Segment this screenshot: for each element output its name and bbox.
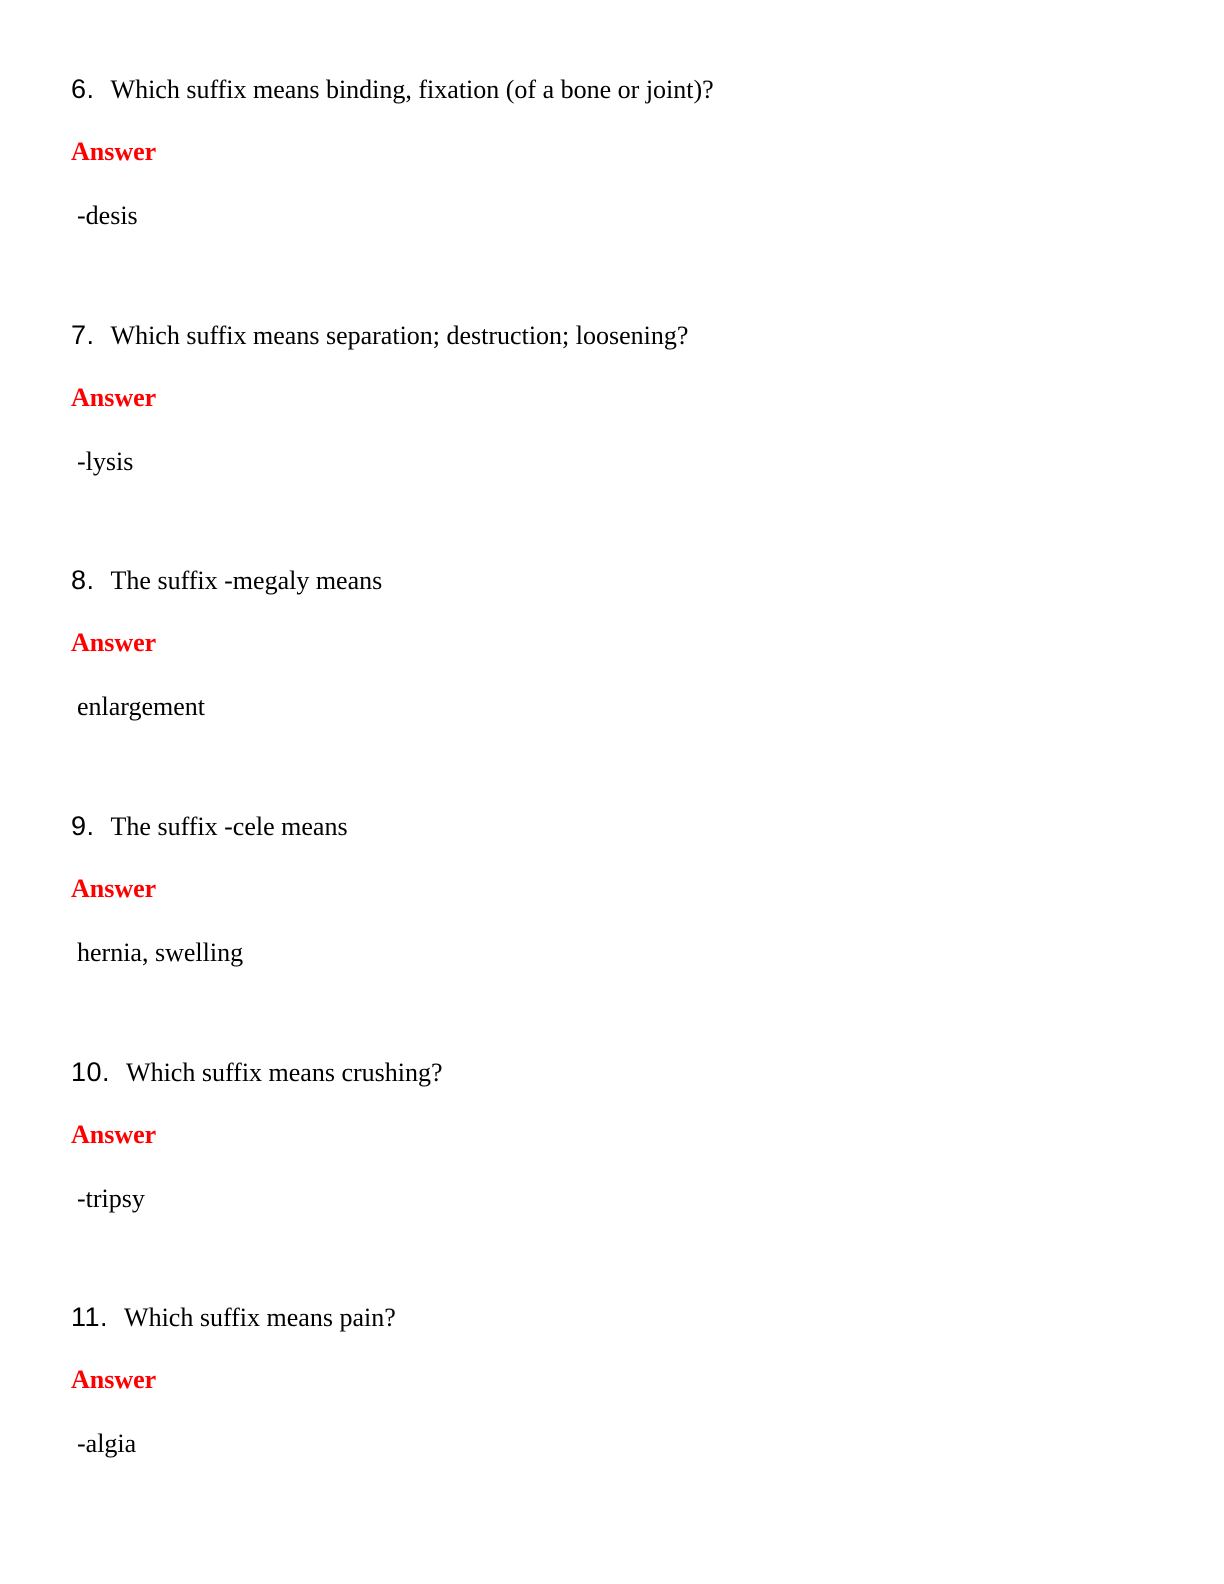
answer-value: enlargement bbox=[77, 692, 206, 721]
question-text: Which suffix means separation; destruction; loosening? bbox=[110, 321, 689, 350]
answer-value: -tripsy bbox=[77, 1184, 145, 1213]
question-text: Which suffix means binding, fixation (of a bone or joint)? bbox=[110, 75, 714, 104]
question-text: Which suffix means crushing? bbox=[126, 1058, 443, 1087]
question-number: 11. bbox=[71, 1302, 109, 1332]
question-block-11 bbox=[71, 1302, 1171, 1482]
question-block-9 bbox=[71, 811, 1171, 991]
question-block-6 bbox=[71, 74, 1171, 254]
answer-label: Answer bbox=[71, 1365, 157, 1394]
question-text: The suffix -cele means bbox=[110, 812, 348, 841]
answer-value: hernia, swelling bbox=[77, 938, 244, 967]
answer-label: Answer bbox=[71, 1120, 157, 1149]
answer-label: Answer bbox=[71, 628, 157, 657]
question-line bbox=[71, 320, 688, 356]
question-number: 9. bbox=[71, 811, 95, 841]
question-block-7 bbox=[71, 320, 1171, 500]
question-line bbox=[71, 74, 714, 110]
question-text: The suffix -megaly means bbox=[110, 566, 383, 595]
answer-value: -lysis bbox=[77, 447, 134, 476]
answer-label: Answer bbox=[71, 874, 157, 903]
question-line bbox=[71, 565, 382, 601]
question-line bbox=[71, 1302, 396, 1338]
question-block-8 bbox=[71, 565, 1171, 745]
answer-value: -desis bbox=[77, 201, 138, 230]
question-line bbox=[71, 1057, 443, 1093]
answer-value: -algia bbox=[77, 1429, 137, 1458]
question-number: 6. bbox=[71, 74, 95, 104]
question-number: 10. bbox=[71, 1057, 111, 1087]
question-number: 7. bbox=[71, 320, 95, 350]
question-text: Which suffix means pain? bbox=[124, 1303, 396, 1332]
answer-label: Answer bbox=[71, 137, 157, 166]
question-block-10 bbox=[71, 1057, 1171, 1237]
question-line bbox=[71, 811, 348, 847]
answer-label: Answer bbox=[71, 383, 157, 412]
question-number: 8. bbox=[71, 565, 95, 595]
